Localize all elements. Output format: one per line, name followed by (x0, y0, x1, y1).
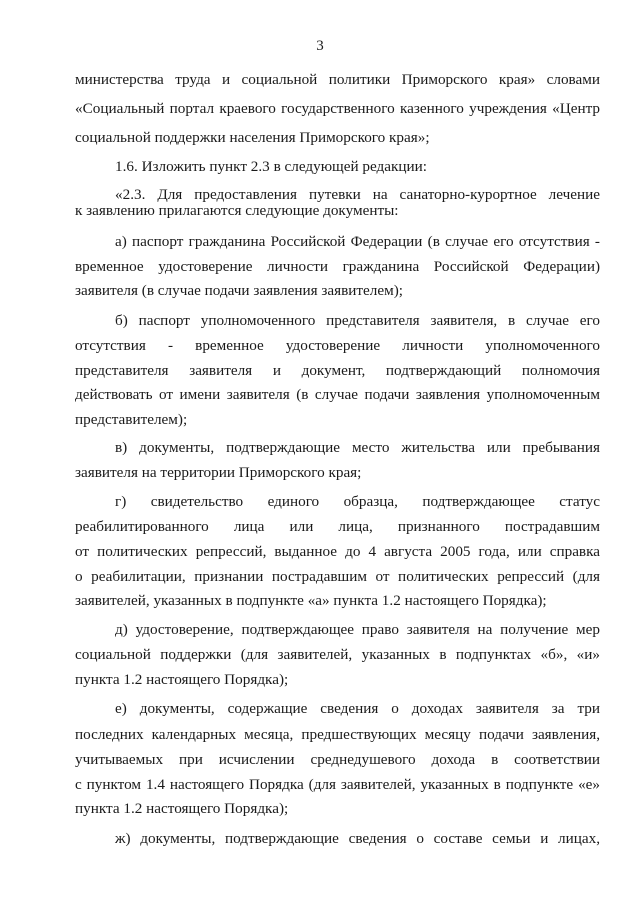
text-line: заявителя на территории Приморского края; (75, 464, 362, 481)
text-line: пункта 1.2 настоящего Порядка); (75, 671, 289, 688)
text-line: временное удостоверение личности гражданина Российской Федерации) (75, 258, 600, 275)
text-line: ж) документы, подтверждающие сведения о составе семьи и лицах, (115, 830, 600, 847)
text-line: реабилитированного лица или лица, признанного пострадавшим (75, 518, 600, 535)
text-line: социальной поддержки населения Приморского края»; (75, 129, 430, 146)
text-line: министерства труда и социальной политики Приморского края» словами (75, 71, 600, 88)
text-line: «Социальный портал краевого государственного казенного учреждения «Центр (75, 100, 600, 117)
text-line: учитываемых при исчислении среднедушевого дохода в соответствии (75, 751, 600, 768)
text-line: действовать от имени заявителя (в случае подачи заявления уполномоченным (75, 386, 600, 403)
text-line: к заявлению прилагаются следующие документы: (75, 202, 399, 219)
text-line: а) паспорт гражданина Российской Федерации (в случае его отсутствия - (115, 233, 600, 250)
text-line: е) документы, содержащие сведения о доходах заявителя за три (115, 700, 600, 717)
text-line: б) паспорт уполномоченного представителя заявителя, в случае его (115, 312, 600, 329)
text-line: представителем); (75, 411, 188, 428)
text-line: в) документы, подтверждающие место жительства или пребывания (115, 439, 600, 456)
text-line: последних календарных месяца, предшествующих месяцу подачи заявления, (75, 726, 600, 743)
text-line: пункта 1.2 настоящего Порядка); (75, 800, 289, 817)
text-line: о реабилитации, признании пострадавшим от политических репрессий (для (75, 568, 600, 585)
text-line: отсутствия - временное удостоверение личности уполномоченного (75, 337, 600, 354)
text-line: социальной поддержки (для заявителей, указанных в подпунктах «б», «и» (75, 646, 600, 663)
text-line: заявителей, указанных в подпункте «а» пункта 1.2 настоящего Порядка); (75, 592, 547, 609)
text-line: «2.3. Для предоставления путевки на санаторно-курортное лечение (115, 186, 600, 203)
text-line: г) свидетельство единого образца, подтверждающее статус (115, 493, 600, 510)
text-line: 1.6. Изложить пункт 2.3 в следующей редакции: (115, 158, 428, 175)
text-line: д) удостоверение, подтверждающее право заявителя на получение мер (115, 621, 600, 638)
text-line: от политических репрессий, выданное до 4 августа 2005 года, или справка (75, 543, 600, 560)
text-line: представителя заявителя и документ, подтверждающий полномочия (75, 362, 600, 379)
page-number: 3 (316, 38, 324, 54)
text-line: с пунктом 1.4 настоящего Порядка (для заявителей, указанных в подпункте «е» (75, 776, 600, 793)
text-line: заявителя (в случае подачи заявления заявителем); (75, 282, 403, 299)
